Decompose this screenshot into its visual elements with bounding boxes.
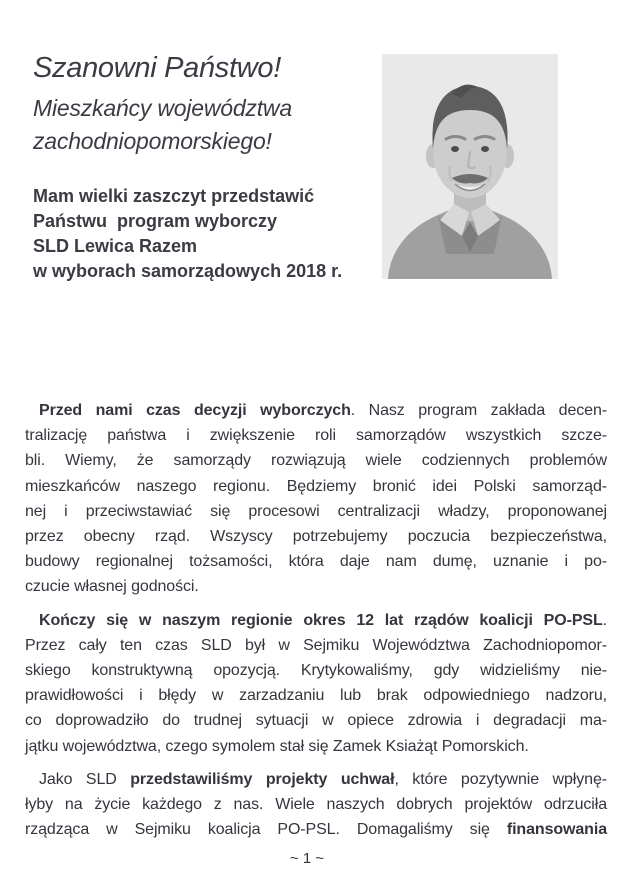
eye-right <box>481 146 489 152</box>
intro-line: Państwu program wyborczy <box>33 211 278 231</box>
page-number: ~ 1 ~ <box>289 850 325 867</box>
intro-block <box>33 184 342 284</box>
text-line: czucie własnej godności. <box>25 578 199 596</box>
text-line: prawidłowości i błędy w zarzadzaniu lub brak odpowiedniego nadzoru, <box>25 687 607 705</box>
text-line: Przez cały ten czas SLD był w Sejmiku Województwa Zachodniopomor- <box>25 636 607 654</box>
paragraph <box>25 398 607 600</box>
intro-line: SLD Lewica Razem <box>33 236 198 256</box>
text-line: Kończy się w naszym regionie okres 12 lat rządów koalicji PO-PSL. <box>39 611 607 629</box>
text-line: przez obecny rząd. Wszyscy potrzebujemy poczucia bezpieczeństwa, <box>25 528 607 546</box>
text-line: skiego konstruktywną opozycją. Krytykowaliśmy, gdy widzieliśmy nie- <box>25 662 607 680</box>
eye-left <box>451 146 459 152</box>
portrait-illustration <box>382 54 558 279</box>
greeting-subtitle-line: Mieszkańcy województwa <box>33 95 292 121</box>
body-text <box>25 398 607 850</box>
text-line: mieszkańców naszego regionu. Będziemy bronić idei Polski samorząd- <box>25 477 607 495</box>
text-line: Jako SLD przedstawiliśmy projekty uchwał, które pozytywnie wpłynę- <box>39 770 607 788</box>
text-line: jątku województwa, czego symolem stał się Zamek Ksiażąt Pomorskich. <box>25 737 529 755</box>
text-line: rządząca w Sejmiku koalicja PO-PSL. Domagaliśmy się finansowania <box>25 821 607 839</box>
greeting-title: Szanowni Państwo! <box>33 52 281 84</box>
text-line: Przed nami czas decyzji wyborczych. Nasz program zakłada decen- <box>39 402 607 419</box>
text-line: nej i przeciwstawiać się procesowi centralizacji władzy, proponowanej <box>25 502 607 520</box>
intro-line: Mam wielki zaszczyt przedstawić <box>33 186 315 206</box>
intro-line: w wyborach samorządowych 2018 r. <box>33 261 343 281</box>
greeting-block <box>33 50 292 158</box>
paragraph <box>25 608 607 759</box>
greeting-subtitle-line: zachodniopomorskiego! <box>33 128 272 154</box>
paragraph <box>25 767 607 843</box>
text-line: co doprowadziło do trudnej sytuacji w opiece zdrowia i degradacji ma- <box>25 712 607 730</box>
text-line: tralizację państwa i zwiększenie roli samorządów wszystkich szcze- <box>25 427 607 445</box>
text-line: bli. Wiemy, że samorządy rozwiązują wiele codziennych problemów <box>25 452 607 470</box>
portrait-photo <box>382 54 558 279</box>
text-line: łyby na życie każdego z nas. Wiele naszych dobrych projektów odrzuciła <box>25 796 607 814</box>
greeting-subtitle <box>33 92 292 158</box>
text-line: budowy regionalnej tożsamości, która daje nam dumę, uznanie i po- <box>25 553 607 571</box>
